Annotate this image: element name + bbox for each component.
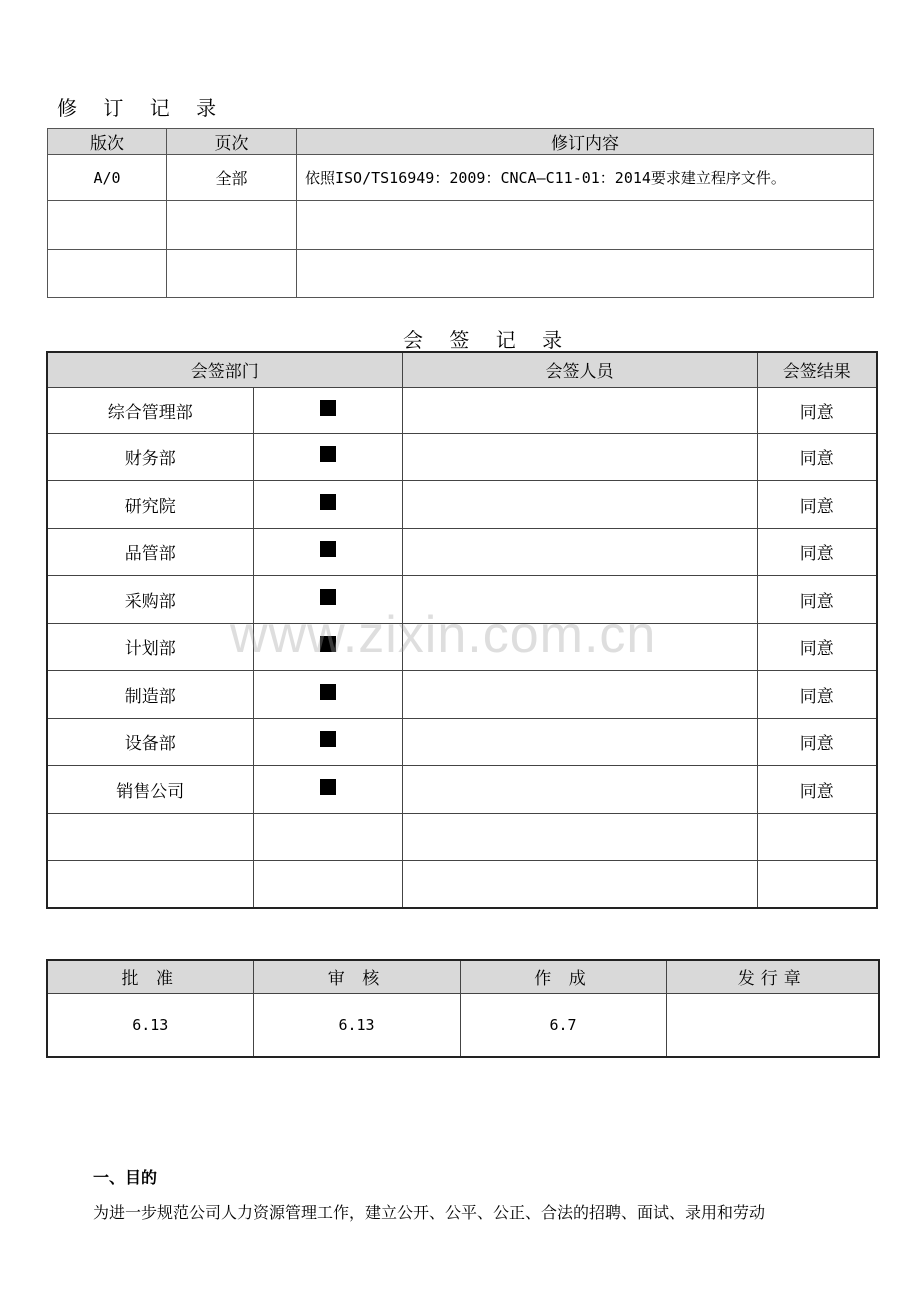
approval-header-row bbox=[47, 960, 879, 993]
checked-square-icon bbox=[320, 494, 336, 510]
countersign-person bbox=[402, 481, 757, 529]
revision-content bbox=[297, 250, 874, 298]
countersign-dept: 品管部 bbox=[47, 528, 253, 576]
checked-square-icon bbox=[320, 541, 336, 557]
countersign-check-cell bbox=[253, 671, 402, 719]
checked-square-icon bbox=[320, 446, 336, 462]
countersign-header-row bbox=[47, 352, 877, 387]
countersign-dept: 销售公司 bbox=[47, 766, 253, 814]
section-paragraph: 为进一步规范公司人力资源管理工作，建立公开、公平、公正、合法的招聘、面试、录用和劳动 bbox=[93, 1203, 766, 1222]
countersign-person bbox=[402, 528, 757, 576]
countersign-person bbox=[402, 433, 757, 481]
countersign-dept bbox=[47, 813, 253, 861]
table-row bbox=[47, 861, 877, 909]
revision-version: A/0 bbox=[48, 155, 167, 201]
countersign-result: 同意 bbox=[757, 718, 877, 766]
table-row bbox=[47, 481, 877, 529]
approval-values-row bbox=[47, 993, 879, 1057]
countersign-check-cell bbox=[253, 528, 402, 576]
header-content: 修订内容 bbox=[297, 129, 874, 155]
countersign-person bbox=[402, 671, 757, 719]
revision-version bbox=[48, 250, 167, 298]
countersign-result: 同意 bbox=[757, 433, 877, 481]
countersign-result: 同意 bbox=[757, 576, 877, 624]
countersign-dept: 财务部 bbox=[47, 433, 253, 481]
revision-pages bbox=[167, 201, 297, 250]
countersign-result: 同意 bbox=[757, 528, 877, 576]
table-row bbox=[47, 813, 877, 861]
checked-square-icon bbox=[320, 589, 336, 605]
revision-table bbox=[47, 128, 874, 298]
checked-square-icon bbox=[320, 779, 336, 795]
countersign-result: 同意 bbox=[757, 623, 877, 671]
countersign-result bbox=[757, 861, 877, 909]
countersign-check-cell bbox=[253, 766, 402, 814]
checked-square-icon bbox=[320, 400, 336, 416]
watermark: www.zixin.com.cn bbox=[230, 606, 657, 664]
countersign-result: 同意 bbox=[757, 766, 877, 814]
countersign-check-cell bbox=[253, 813, 402, 861]
checked-square-icon bbox=[320, 731, 336, 747]
approval-table bbox=[46, 959, 880, 1058]
countersign-check-cell bbox=[253, 433, 402, 481]
header-review: 审 核 bbox=[253, 960, 460, 993]
countersign-dept: 研究院 bbox=[47, 481, 253, 529]
countersign-dept: 设备部 bbox=[47, 718, 253, 766]
revision-content: 依照ISO/TS16949：2009：CNCA—C11-01：2014要求建立程序文件。 bbox=[297, 155, 874, 201]
header-approve: 批 准 bbox=[47, 960, 253, 993]
table-row bbox=[48, 250, 874, 298]
table-row bbox=[47, 387, 877, 433]
table-row bbox=[47, 671, 877, 719]
review-date: 6.13 bbox=[253, 993, 460, 1057]
countersign-person bbox=[402, 718, 757, 766]
header-version: 版次 bbox=[48, 129, 167, 155]
countersign-result bbox=[757, 813, 877, 861]
issue-stamp bbox=[666, 993, 879, 1057]
countersign-dept: 综合管理部 bbox=[47, 387, 253, 433]
countersign-result: 同意 bbox=[757, 387, 877, 433]
countersign-dept: 制造部 bbox=[47, 671, 253, 719]
table-row bbox=[47, 433, 877, 481]
countersign-check-cell bbox=[253, 481, 402, 529]
section-heading: 一、目的 bbox=[93, 1168, 158, 1187]
countersign-result: 同意 bbox=[757, 481, 877, 529]
table-row bbox=[47, 766, 877, 814]
countersign-check-cell bbox=[253, 387, 402, 433]
countersign-dept bbox=[47, 861, 253, 909]
approve-date: 6.13 bbox=[47, 993, 253, 1057]
header-person: 会签人员 bbox=[402, 352, 757, 387]
table-row bbox=[48, 201, 874, 250]
table-row bbox=[47, 528, 877, 576]
countersign-check-cell bbox=[253, 718, 402, 766]
header-dept: 会签部门 bbox=[47, 352, 402, 387]
countersign-person bbox=[402, 387, 757, 433]
header-pages: 页次 bbox=[167, 129, 297, 155]
countersign-result: 同意 bbox=[757, 671, 877, 719]
countersign-person bbox=[402, 861, 757, 909]
header-result: 会签结果 bbox=[757, 352, 877, 387]
revision-title: 修 订 记 录 bbox=[57, 96, 227, 120]
checked-square-icon bbox=[320, 684, 336, 700]
countersign-dept: 计划部 bbox=[47, 623, 253, 671]
countersign-dept: 采购部 bbox=[47, 576, 253, 624]
table-row bbox=[47, 718, 877, 766]
countersign-check-cell bbox=[253, 861, 402, 909]
prepare-date: 6.7 bbox=[460, 993, 666, 1057]
revision-version bbox=[48, 201, 167, 250]
header-issue-stamp: 发行章 bbox=[666, 960, 879, 993]
countersign-person bbox=[402, 766, 757, 814]
header-prepare: 作 成 bbox=[460, 960, 666, 993]
revision-content bbox=[297, 201, 874, 250]
table-row bbox=[48, 155, 874, 201]
countersign-person bbox=[402, 813, 757, 861]
countersign-title: 会 签 记 录 bbox=[403, 328, 573, 352]
revision-pages: 全部 bbox=[167, 155, 297, 201]
revision-header-row bbox=[48, 129, 874, 155]
revision-pages bbox=[167, 250, 297, 298]
